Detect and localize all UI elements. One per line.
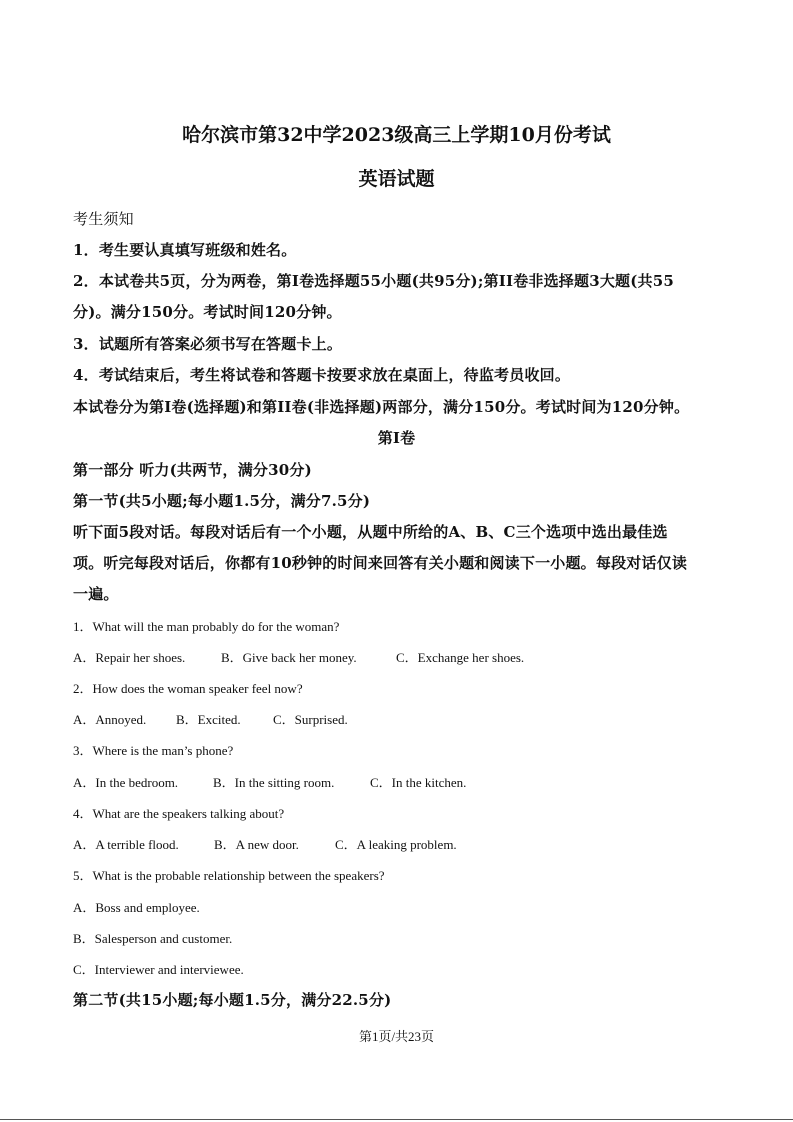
option-c: C．Exchange her shoes.: [396, 650, 525, 665]
answer-options: [73, 834, 457, 853]
notice-item: 1．考生要认真填写班级和姓名。: [73, 241, 297, 259]
question-stem: 4．What are the speakers talking about?: [73, 806, 285, 821]
answer-options: [73, 647, 524, 666]
paper-summary: 本试卷分为第I卷(选择题)和第II卷(非选择题)两部分，满分150分。考试时间为120分钟。: [73, 398, 690, 416]
page-number: 第1页/共23页: [358, 1029, 435, 1044]
option-b: B．A new door.: [214, 837, 299, 852]
notice-item: 3．试题所有答案必须书写在答题卡上。: [73, 335, 343, 353]
question-stem: 1．What will the man probably do for the woman?: [73, 619, 340, 634]
option-c: C．In the kitchen.: [370, 775, 467, 790]
part-heading: 第一部分 听力(共两节，满分30分): [73, 461, 312, 479]
option-a: A．In the bedroom.: [73, 775, 179, 790]
option-a: A．Repair her shoes.: [73, 650, 186, 665]
option-a: A．A terrible flood.: [73, 837, 179, 852]
notice-item: 2．本试卷共5页，分为两卷，第I卷选择题55小题(共95分);第II卷非选择题3大题(共55: [73, 272, 675, 290]
exam-title: 哈尔滨市第32中学2023级高三上学期10月份考试: [182, 124, 611, 146]
notice-heading: 考生须知: [73, 210, 134, 228]
notice-item: 4．考试结束后，考生将试卷和答题卡按要求放在桌面上，待监考员收回。: [73, 366, 571, 384]
option-b: B．Give back her money.: [221, 650, 357, 665]
option-a: A．Boss and employee.: [73, 900, 200, 915]
page-divider: [0, 1119, 793, 1120]
section-heading: 第一节(共5小题;每小题1.5分，满分7.5分): [73, 492, 371, 510]
exam-subtitle: 英语试题: [358, 168, 435, 190]
instruction-line: 听下面5段对话。每段对话后有一个小题，从题中所给的A、B、C三个选项中选出最佳选: [73, 523, 668, 541]
question-stem: 2．How does the woman speaker feel now?: [73, 681, 303, 696]
option-b: B．Excited.: [176, 712, 241, 727]
question-stem: 3．Where is the man’s phone?: [73, 743, 234, 758]
option-c: C．Surprised.: [273, 712, 348, 727]
question-stem: 5．What is the probable relationship between the speakers?: [73, 868, 385, 883]
option-c: C．Interviewer and interviewee.: [73, 962, 244, 977]
answer-options: [73, 709, 348, 728]
instruction-line: 项。听完每段对话后，你都有10秒钟的时间来回答有关小题和阅读下一小题。每段对话仅读: [73, 554, 688, 572]
volume-heading: 第I卷: [377, 429, 416, 447]
notice-item: 分)。满分150分。考试时间120分钟。: [73, 303, 342, 321]
instruction-line: 一遍。: [73, 585, 119, 603]
option-c: C．A leaking problem.: [335, 837, 457, 852]
section-heading: 第二节(共15小题;每小题1.5分，满分22.5分): [73, 991, 392, 1009]
answer-options: [73, 772, 466, 791]
option-b: B．In the sitting room.: [213, 775, 335, 790]
option-b: B．Salesperson and customer.: [73, 931, 233, 946]
option-a: A．Annoyed.: [73, 712, 147, 727]
